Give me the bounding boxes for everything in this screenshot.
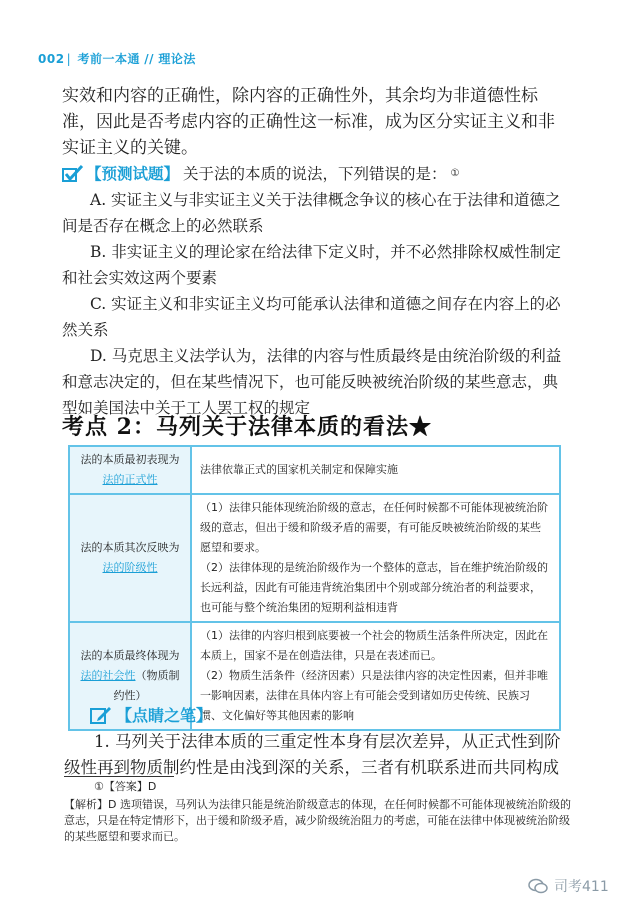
highlight-term: 法的阶级性 <box>102 561 158 574</box>
pen-icon <box>90 706 112 724</box>
essence-table <box>68 445 561 731</box>
row-content: 法律依靠正式的国家机关制定和保障实施 <box>191 446 560 494</box>
row-label: 法的本质最初表现为法的正式性 <box>69 446 191 494</box>
footnote-mark: ① <box>450 168 460 179</box>
question-tag: 【预测试题】 <box>86 164 180 183</box>
footnote-explanation: 【解析】D 选项错误，马列认为法律只能是统治阶级意志的体现，在任何时候都不可能体现被统治阶级的意志，只是在特定情形下，出于缓和阶级矛盾，减少阶级统治阻力的考虑，可能在法律中体现被统治阶级的某些愿望和要求而已。 <box>64 798 571 843</box>
table-row <box>69 446 560 494</box>
subject-title: 理论法 <box>158 52 196 66</box>
header-separator: // <box>144 52 155 66</box>
row-label: 法的本质其次反映为法的阶级性 <box>69 494 191 622</box>
question-stem: 关于法的本质的说法，下列错误的是： <box>183 165 447 183</box>
page-header: 002 | 考前一本通 // 理论法 <box>38 52 196 66</box>
section-title: 考点 2：马列关于法律本质的看法★ <box>62 414 432 440</box>
option-a: A. 实证主义与非实证主义关于法律概念争议的核心在于法律和道德之间是否存在概念上的必然联系 <box>62 191 561 235</box>
row-content: （1）法律的内容归根到底要被一个社会的物质生活条件所决定，因此在本质上，国家不是在创造法律，只是在表述而已。 （2）物质生活条件（经济因素）只是法律内容的决定性因素，但并非唯一影响因素，法律在具体内容上有可能会受到诸如历史传统、民族习惯、文化偏好等其他因素的影响 <box>191 622 560 730</box>
page-number: 002 <box>38 52 65 66</box>
question-block <box>62 161 572 421</box>
note-heading <box>90 703 212 726</box>
watermark-text: 司考411 <box>554 879 609 895</box>
highlight-term: 法的正式性 <box>102 473 158 486</box>
option-d: D. 马克思主义法学认为，法律的内容与性质最终是由统治阶级的利益和意志决定的，但在某些情况下，也可能反映被统治阶级的某些意志，典型如美国法中关于工人罢工权的规定 <box>62 347 562 417</box>
row-content: （1）法律只能体现统治阶级的意志，在任何时候都不可能体现被统治阶级的意志，但出于缓和阶级矛盾的需要，有可能反映被统治阶级的某些愿望和要求。 （2）法律体现的是统治阶级作为一个整体的意志，旨在维护统治阶级的长远利益，因此有可能违背统治集团中个别或部分统治者的利益要求，也可能与整个统治集团的短期利益相违背 <box>191 494 560 622</box>
note-text: 1. 马列关于法律本质的三重定性本身有层次差异，从正式性到阶级性再到物质制约性是由浅到深的关系，三者有机联系进而共同构成 <box>64 732 561 777</box>
wechat-icon <box>528 878 548 894</box>
table-row <box>69 494 560 622</box>
footnote-divider <box>64 776 174 777</box>
footnote-answer: ①【答案】D <box>94 780 157 793</box>
checkbox-icon <box>62 165 84 183</box>
intro-paragraph: 实效和内容的正确性，除内容的正确性外，其余均为非道德性标准，因此是否考虑内容的正确性这一标准，成为区分实证主义和非实证主义的关键。 <box>62 86 555 158</box>
option-c: C. 实证主义和非实证主义均可能承认法律和道德之间存在内容上的必然关系 <box>62 295 561 339</box>
book-title: 考前一本通 <box>77 52 140 66</box>
note-title: 【点睛之笔】 <box>116 706 213 725</box>
option-b: B. 非实证主义的理论家在给法律下定义时，并不必然排除权威性制定和社会实效这两个要素 <box>62 243 561 287</box>
watermark <box>528 876 609 896</box>
row-label: 法的本质最终体现为法的社会性（物质制约性） <box>69 622 191 730</box>
highlight-term: 法的社会性 <box>80 669 136 682</box>
